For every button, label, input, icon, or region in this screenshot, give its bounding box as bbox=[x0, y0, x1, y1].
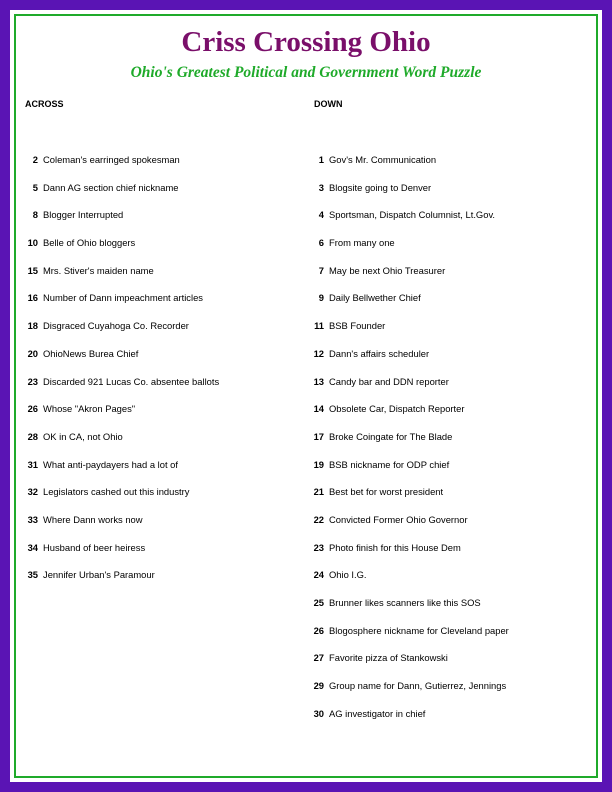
across-clue bbox=[20, 292, 300, 320]
clue-number: 4 bbox=[318, 209, 324, 221]
down-clue bbox=[306, 320, 596, 348]
across-clue bbox=[20, 486, 300, 514]
clue-text: Favorite pizza of Stankowski bbox=[329, 652, 448, 664]
down-clue bbox=[306, 154, 596, 182]
clue-text: OK in CA, not Ohio bbox=[43, 430, 123, 442]
clue-text: Number of Dann impeachment articles bbox=[43, 292, 203, 304]
clue-text: Mrs. Stiver's maiden name bbox=[43, 264, 154, 276]
across-clue bbox=[20, 403, 300, 431]
clue-text: What anti-paydayers had a lot of bbox=[43, 458, 178, 470]
across-clue bbox=[20, 514, 300, 542]
across-heading: ACROSS bbox=[25, 99, 64, 109]
clue-text: Dann AG section chief nickname bbox=[43, 181, 179, 193]
clue-number: 15 bbox=[27, 264, 38, 276]
clue-text: Husband of beer heiress bbox=[43, 541, 146, 553]
clue-text: Disgraced Cuyahoga Co. Recorder bbox=[43, 320, 189, 332]
down-clue bbox=[306, 431, 596, 459]
clue-number: 18 bbox=[27, 320, 38, 332]
clue-text: Jennifer Urban's Paramour bbox=[43, 569, 155, 581]
clue-text: Sportsman, Dispatch Columnist, Lt.Gov. bbox=[329, 209, 496, 221]
across-clue bbox=[20, 154, 300, 182]
clue-text: Whose "Akron Pages" bbox=[43, 403, 136, 415]
clue-text: Where Dann works now bbox=[43, 513, 143, 525]
down-clue bbox=[306, 652, 596, 680]
clue-number: 33 bbox=[27, 513, 38, 525]
clue-number: 1 bbox=[318, 154, 324, 165]
down-clue bbox=[306, 403, 596, 431]
clue-text: BSB nickname for ODP chief bbox=[329, 458, 450, 470]
across-clue bbox=[20, 320, 300, 348]
down-clue bbox=[306, 597, 596, 625]
clue-text: Legislators cashed out this industry bbox=[43, 486, 190, 498]
clue-number: 16 bbox=[27, 292, 38, 304]
clue-text: Discarded 921 Lucas Co. absentee ballots bbox=[43, 375, 220, 387]
clue-number: 31 bbox=[27, 458, 38, 470]
across-clue bbox=[20, 265, 300, 293]
clue-number: 30 bbox=[313, 707, 324, 719]
across-clue bbox=[20, 182, 300, 210]
down-clue bbox=[306, 237, 596, 265]
clue-text: Best bet for worst president bbox=[329, 486, 444, 498]
clue-number: 12 bbox=[313, 347, 324, 359]
clue-number: 23 bbox=[27, 375, 38, 387]
clue-text: AG investigator in chief bbox=[329, 707, 426, 719]
clue-text: Belle of Ohio bloggers bbox=[43, 237, 136, 249]
down-clue bbox=[306, 680, 596, 708]
down-clue bbox=[306, 514, 596, 542]
clue-number: 26 bbox=[313, 624, 324, 636]
clue-number: 6 bbox=[318, 237, 324, 249]
down-clue bbox=[306, 569, 596, 597]
clue-number: 20 bbox=[27, 347, 38, 359]
down-clue bbox=[306, 542, 596, 570]
clue-number: 32 bbox=[27, 486, 38, 498]
clue-number: 27 bbox=[313, 652, 324, 664]
down-clue bbox=[306, 625, 596, 653]
across-clue bbox=[20, 209, 300, 237]
clue-text: OhioNews Burea Chief bbox=[43, 347, 139, 359]
clue-number: 28 bbox=[27, 430, 38, 442]
clue-text: Broke Coingate for The Blade bbox=[329, 430, 453, 442]
clue-text: Dann's affairs scheduler bbox=[329, 347, 430, 359]
across-clue bbox=[20, 569, 300, 597]
clue-text: Ohio I.G. bbox=[329, 569, 367, 581]
clue-number: 8 bbox=[32, 209, 38, 221]
clue-number: 13 bbox=[313, 375, 324, 387]
clue-number: 26 bbox=[27, 403, 38, 415]
down-clue-list bbox=[306, 154, 596, 735]
clue-text: BSB Founder bbox=[329, 320, 386, 332]
down-clue bbox=[306, 708, 596, 736]
clue-text: Blogger Interrupted bbox=[43, 209, 124, 221]
clue-text: Gov's Mr. Communication bbox=[329, 154, 437, 165]
clue-number: 23 bbox=[313, 541, 324, 553]
clue-text: Candy bar and DDN reporter bbox=[329, 375, 449, 387]
clue-text: Blogosphere nickname for Cleveland paper bbox=[329, 624, 509, 636]
clue-number: 25 bbox=[313, 597, 324, 608]
clue-number: 3 bbox=[318, 181, 324, 193]
clue-number: 2 bbox=[32, 154, 38, 165]
down-clue bbox=[306, 182, 596, 210]
down-clue bbox=[306, 265, 596, 293]
clue-number: 34 bbox=[27, 541, 38, 553]
down-heading: DOWN bbox=[314, 99, 343, 109]
clue-text: From many one bbox=[329, 237, 395, 249]
clue-text: Photo finish for this House Dem bbox=[329, 541, 461, 553]
down-clue bbox=[306, 348, 596, 376]
down-clue bbox=[306, 486, 596, 514]
clue-text: Daily Bellwether Chief bbox=[329, 292, 421, 304]
clue-number: 24 bbox=[313, 569, 324, 581]
clue-number: 19 bbox=[313, 458, 324, 470]
clue-text: Obsolete Car, Dispatch Reporter bbox=[329, 403, 465, 415]
across-clue bbox=[20, 237, 300, 265]
clue-text: Blogsite going to Denver bbox=[329, 181, 432, 193]
clue-text: May be next Ohio Treasurer bbox=[329, 264, 446, 276]
clue-number: 35 bbox=[27, 569, 38, 581]
across-clue bbox=[20, 348, 300, 376]
clue-number: 22 bbox=[313, 513, 324, 525]
clue-number: 21 bbox=[313, 486, 324, 498]
down-clue bbox=[306, 376, 596, 404]
clue-text: Group name for Dann, Gutierrez, Jennings bbox=[329, 680, 507, 692]
clue-number: 17 bbox=[313, 430, 324, 442]
clue-text: Brunner likes scanners like this SOS bbox=[329, 597, 481, 608]
clue-number: 10 bbox=[27, 237, 38, 249]
clue-number: 14 bbox=[313, 403, 324, 415]
down-clue bbox=[306, 459, 596, 487]
across-clue bbox=[20, 542, 300, 570]
clue-number: 11 bbox=[314, 320, 324, 332]
clue-text: Coleman's earringed spokesman bbox=[43, 154, 180, 165]
across-clue bbox=[20, 431, 300, 459]
clue-number: 29 bbox=[313, 680, 324, 692]
clue-number: 7 bbox=[318, 264, 324, 276]
page-title: Criss Crossing Ohio bbox=[181, 26, 431, 58]
down-clue bbox=[306, 292, 596, 320]
across-clue bbox=[20, 376, 300, 404]
clue-number: 9 bbox=[318, 292, 324, 304]
clue-text: Convicted Former Ohio Governor bbox=[329, 513, 468, 525]
across-clue bbox=[20, 459, 300, 487]
page-subtitle: Ohio's Greatest Political and Government Word Puzzle bbox=[130, 64, 482, 81]
across-clue-list bbox=[20, 154, 300, 597]
clue-number: 5 bbox=[32, 181, 38, 193]
down-clue bbox=[306, 209, 596, 237]
